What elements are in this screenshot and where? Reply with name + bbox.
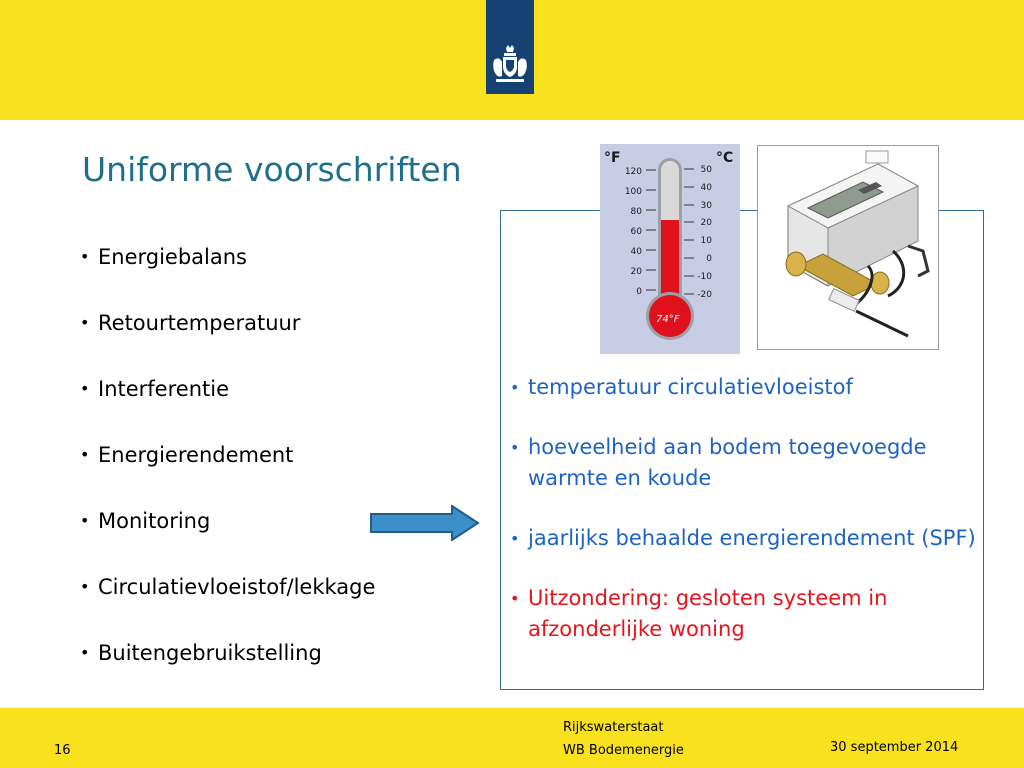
footer-band	[0, 708, 1024, 768]
exception-item: • Uitzondering: gesloten systeem in afzonderlijke woning	[508, 583, 978, 645]
fahrenheit-tick: 100	[624, 187, 642, 197]
fahrenheit-tick: 20	[630, 267, 642, 277]
slide-title: Uniforme voorschriften	[82, 150, 462, 189]
list-item: • Energiebalans	[80, 240, 375, 306]
fahrenheit-tick: 80	[630, 207, 642, 217]
thermometer-reading: 74°F	[656, 314, 680, 325]
fahrenheit-tick: 0	[636, 287, 642, 297]
list-item: • Retourtemperatuur	[80, 306, 375, 372]
celsius-tick: 10	[700, 236, 712, 246]
celsius-tick: -20	[697, 290, 712, 300]
fahrenheit-tick: 40	[630, 247, 642, 257]
fahrenheit-unit-label: °F	[604, 150, 621, 166]
list-item: • hoeveelheid aan bodem toegevoegde warmte en koude	[508, 432, 978, 494]
heat-meter-icon	[758, 146, 938, 349]
footer-department: WB Bodemenergie	[563, 743, 684, 758]
celsius-tick: 30	[700, 201, 712, 211]
list-item: • temperatuur circulatievloeistof	[508, 372, 978, 403]
page-number: 16	[54, 743, 71, 758]
fahrenheit-tick: 60	[630, 227, 642, 237]
list-item: • Circulatievloeistof/lekkage	[80, 570, 375, 636]
topic-list	[80, 240, 375, 702]
heat-meter-image	[757, 145, 939, 350]
coat-of-arms-icon	[490, 44, 530, 86]
celsius-tick: 20	[700, 218, 712, 228]
thermometer-image	[600, 144, 740, 354]
celsius-tick: 0	[706, 254, 712, 264]
fahrenheit-tick: 120	[624, 167, 642, 177]
celsius-unit-label: °C	[716, 150, 734, 166]
celsius-tick: -10	[697, 272, 712, 282]
thermometer-icon	[600, 144, 740, 354]
celsius-tick: 40	[700, 183, 712, 193]
footer-date: 30 september 2014	[830, 740, 959, 755]
right-arrow-icon	[370, 505, 480, 541]
government-logo	[486, 0, 534, 94]
list-item: • Monitoring	[80, 504, 375, 570]
celsius-tick: 50	[700, 165, 712, 175]
monitoring-list	[508, 372, 978, 674]
footer-organization: Rijkswaterstaat	[563, 720, 664, 735]
list-item: • Interferentie	[80, 372, 375, 438]
list-item: • Buitengebruikstelling	[80, 636, 375, 702]
list-item: • Energierendement	[80, 438, 375, 504]
list-item: • jaarlijks behaalde energierendement (SPF)	[508, 523, 978, 554]
